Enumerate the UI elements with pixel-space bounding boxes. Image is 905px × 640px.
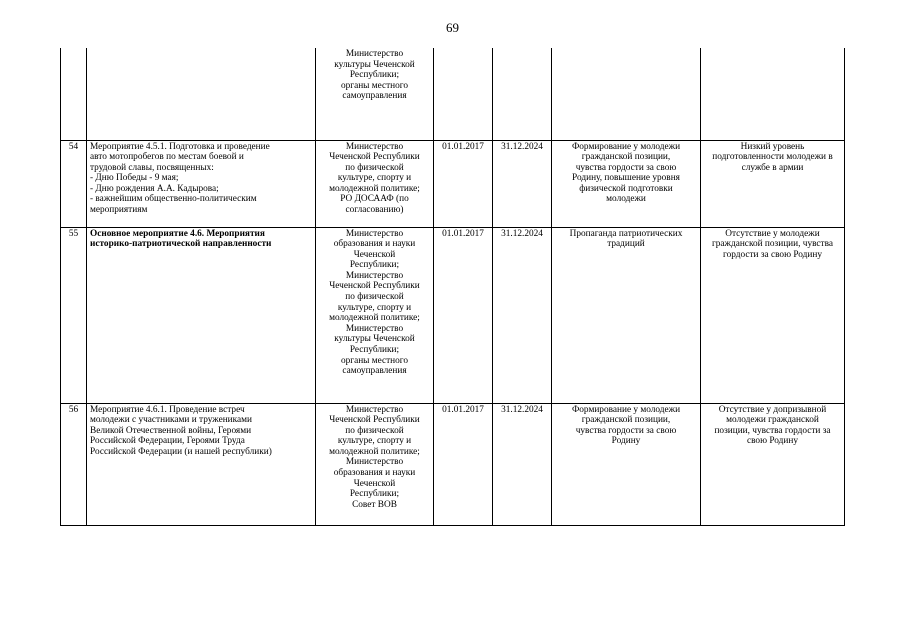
start-date-cell: 01.01.2017 xyxy=(434,403,493,525)
cell-line: Чеченской Республики xyxy=(329,281,420,292)
cell-line: образования и науки xyxy=(333,468,416,479)
cell-line: самоуправления xyxy=(342,91,407,102)
cell-line: Республики; xyxy=(349,345,400,356)
cell-line: - Дню рождения А.А. Кадырова; xyxy=(90,183,219,194)
result-cell xyxy=(552,140,701,227)
result-cell xyxy=(552,403,701,525)
cell-line: культуре, спорту и xyxy=(337,436,412,447)
end-date-cell: 31.12.2024 xyxy=(493,140,552,227)
cell-line: по физической xyxy=(345,292,404,303)
cell-line: Отсутствие у допризывной xyxy=(718,404,827,415)
table-row xyxy=(61,403,845,525)
cell-line: молодежной политике; xyxy=(329,183,420,194)
cell-line: культуры Чеченской xyxy=(334,334,415,345)
end-date-cell: 31.12.2024 xyxy=(493,403,552,525)
table-row xyxy=(61,48,845,140)
cell-line: молодежи xyxy=(606,194,646,205)
cell-line: молодежи с участниками и тружениками xyxy=(90,415,253,426)
cell-line: - важнейшим общественно-политическим xyxy=(90,194,257,205)
cell-line: гордости за свою Родину xyxy=(723,249,822,260)
cell-line: Чеченской Республики xyxy=(329,415,420,426)
risk-cell xyxy=(701,227,845,403)
cell-line: трудовой славы, посвященных: xyxy=(90,162,214,173)
cell-line: Чеченской xyxy=(353,249,396,260)
cell-line: молодежной политике; xyxy=(329,313,420,324)
start-date-cell: 01.01.2017 xyxy=(434,227,493,403)
cell-line: Министерство xyxy=(345,141,404,152)
cell-line: Отсутствие у молодежи xyxy=(725,228,820,239)
cell-line: Родину, повышение уровня xyxy=(572,173,680,184)
cell-line: историко-патриотической направленности xyxy=(90,239,272,250)
risk-cell xyxy=(701,48,845,140)
cell-line: культуре, спорту и xyxy=(337,173,412,184)
cell-line: молодежи гражданской xyxy=(726,415,819,426)
start-date-cell xyxy=(434,48,493,140)
cell-line: Низкий уровень xyxy=(740,141,805,152)
cell-line: Министерство xyxy=(345,49,404,59)
cell-line: Мероприятие 4.5.1. Подготовка и проведение xyxy=(90,141,270,152)
cell-line: позиции, чувства гордости за xyxy=(714,425,831,436)
cell-line: Формирование у молодежи xyxy=(571,404,681,415)
risk-cell xyxy=(701,140,845,227)
event-cell xyxy=(87,48,316,140)
measures-table xyxy=(60,48,845,526)
cell-line: традиций xyxy=(607,239,645,250)
cell-line: Министерство xyxy=(345,457,404,468)
cell-line: Чеченской Республики xyxy=(329,152,420,163)
table-row xyxy=(61,140,845,227)
cell-line: образования и науки xyxy=(333,239,416,250)
cell-line: РО ДОСААФ (по xyxy=(340,194,409,205)
cell-line: гражданской позиции, xyxy=(581,152,671,163)
result-cell xyxy=(552,227,701,403)
cell-line: Мероприятие 4.6.1. Проведение встреч xyxy=(90,404,245,415)
result-cell xyxy=(552,48,701,140)
cell-line: согласованию) xyxy=(345,205,404,216)
cell-line: свою Родину xyxy=(746,436,799,447)
cell-line: - Дню Победы - 9 мая; xyxy=(90,173,179,184)
cell-line: органы местного xyxy=(340,80,409,91)
cell-line: Республики; xyxy=(349,70,400,81)
cell-line: мероприятиям xyxy=(90,205,148,216)
cell-line: службе в армии xyxy=(741,162,804,173)
executor-cell xyxy=(316,48,434,140)
cell-line: по физической xyxy=(345,425,404,436)
risk-cell xyxy=(701,403,845,525)
cell-line: гражданской позиции, чувства xyxy=(711,239,834,250)
end-date-cell xyxy=(493,48,552,140)
row-number-cell: 55 xyxy=(61,227,87,403)
cell-line: Министерство xyxy=(345,404,404,415)
cell-line: по физической xyxy=(345,162,404,173)
cell-line: Министерство xyxy=(345,270,404,281)
cell-line: молодежной политике; xyxy=(329,446,420,457)
executor-cell xyxy=(316,140,434,227)
event-cell xyxy=(87,227,316,403)
cell-line: чувства гордости за свою xyxy=(575,425,677,436)
event-cell xyxy=(87,140,316,227)
cell-line: Республики; xyxy=(349,489,400,500)
table-body xyxy=(61,48,845,525)
table-row xyxy=(61,227,845,403)
cell-line: Министерство xyxy=(345,323,404,334)
row-number-cell: 56 xyxy=(61,403,87,525)
executor-cell xyxy=(316,227,434,403)
cell-line: Основное мероприятие 4.6. Мероприятия xyxy=(90,228,265,239)
cell-line: Великой Отечественной войны, Героями xyxy=(90,425,252,436)
cell-line: авто мотопробегов по местам боевой и xyxy=(90,152,244,163)
cell-line: культуре, спорту и xyxy=(337,302,412,313)
cell-line: Пропаганда патриотических xyxy=(569,228,683,239)
cell-line: чувства гордости за свою xyxy=(575,162,677,173)
cell-line: Родину xyxy=(611,436,641,447)
row-number-cell xyxy=(61,48,87,140)
cell-line: Формирование у молодежи xyxy=(571,141,681,152)
end-date-cell: 31.12.2024 xyxy=(493,227,552,403)
executor-cell xyxy=(316,403,434,525)
cell-line: физической подготовки xyxy=(579,183,673,194)
cell-line: самоуправления xyxy=(342,366,407,377)
cell-line: Республики; xyxy=(349,260,400,271)
cell-line: Министерство xyxy=(345,228,404,239)
start-date-cell: 01.01.2017 xyxy=(434,140,493,227)
cell-line: Российской Федерации, Героями Труда xyxy=(90,436,245,447)
cell-line: Совет ВОВ xyxy=(352,499,397,510)
cell-line: подготовленности молодежи в xyxy=(712,152,833,163)
page-number: 69 xyxy=(446,20,459,35)
cell-line: органы местного xyxy=(340,355,409,366)
cell-line: Чеченской xyxy=(353,478,396,489)
cell-line: гражданской позиции, xyxy=(581,415,671,426)
event-cell xyxy=(87,403,316,525)
cell-line: культуры Чеченской xyxy=(334,59,415,70)
row-number-cell: 54 xyxy=(61,140,87,227)
cell-line: Российской Федерации (и нашей республики) xyxy=(90,446,272,457)
